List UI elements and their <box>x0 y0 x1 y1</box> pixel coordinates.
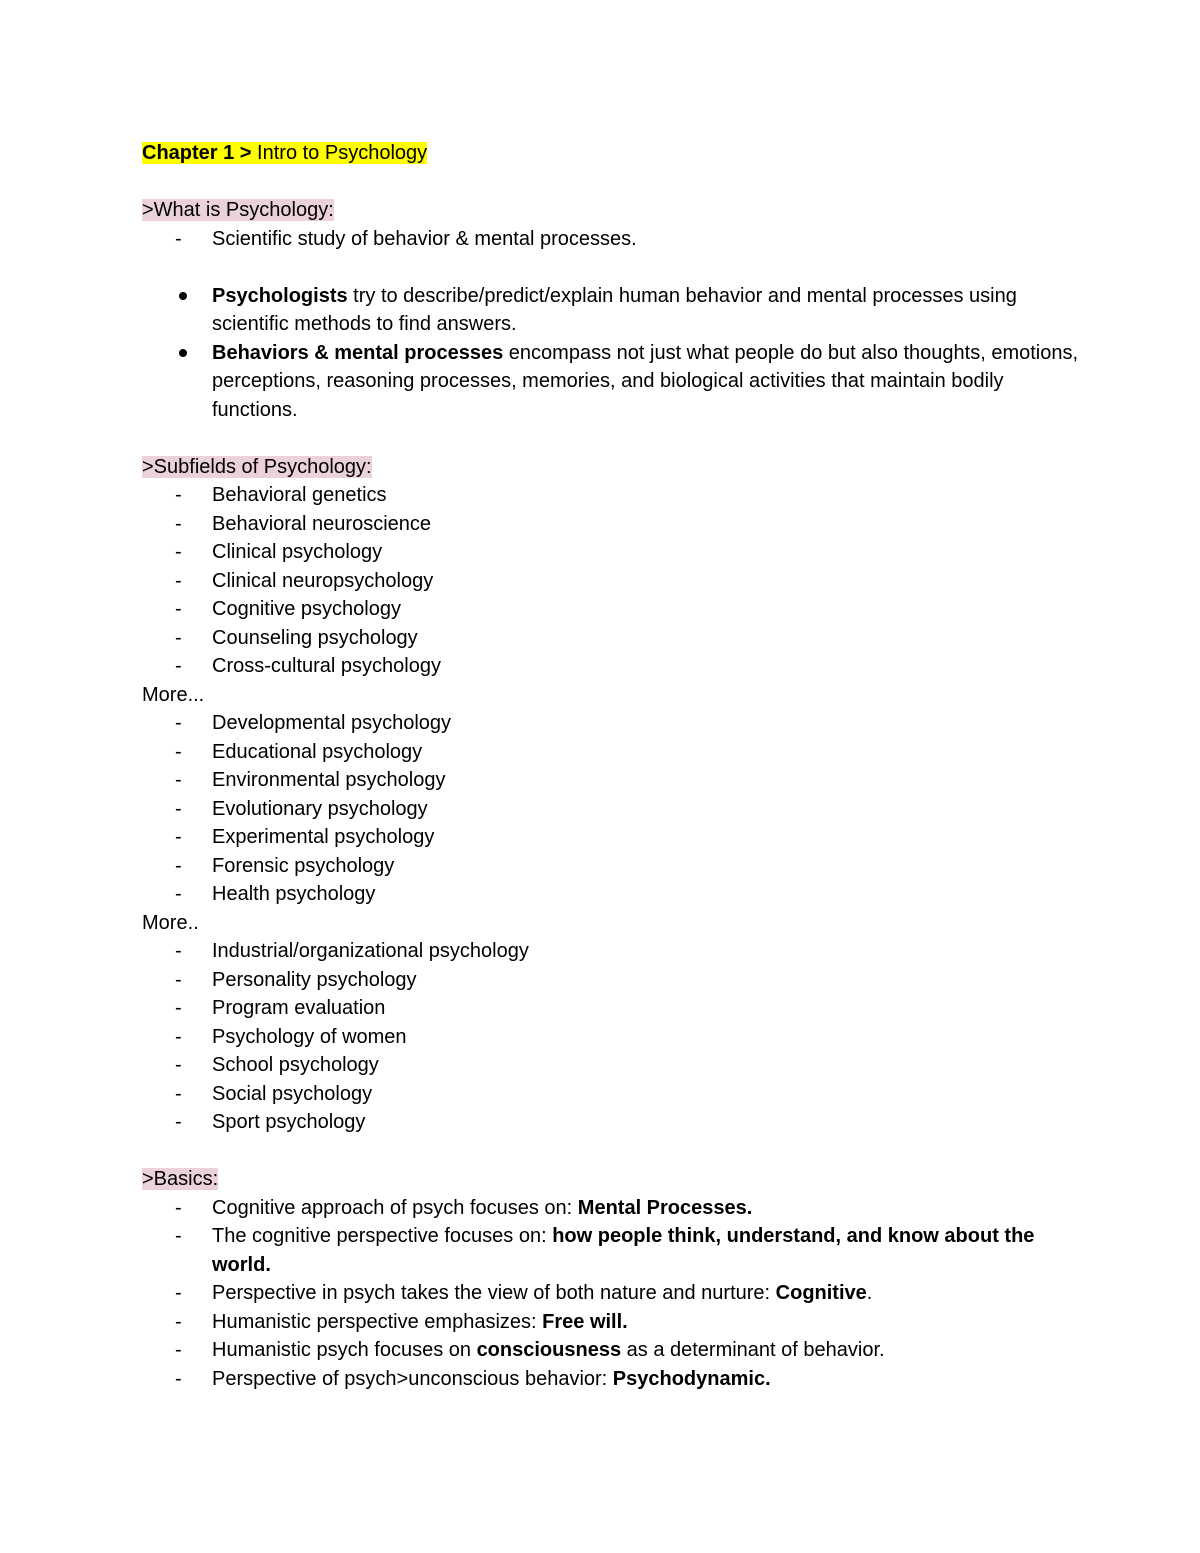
list-item <box>142 852 1062 881</box>
definition-item: - Scientific study of behavior & mental processes. <box>142 225 1062 254</box>
chapter-topic: Intro to Psychology <box>251 142 428 164</box>
list-item <box>142 966 1062 995</box>
chapter-label: Chapter 1 > <box>142 142 252 164</box>
basics-list <box>142 1194 1062 1394</box>
list-item <box>142 538 1062 567</box>
dash-marker: - <box>175 541 182 563</box>
subfields-list-2 <box>142 709 1062 909</box>
basics-item-suffix: . <box>866 1282 873 1304</box>
list-item <box>142 709 1062 738</box>
list-item-label: Cognitive psychology <box>212 598 401 620</box>
bullet-dot-icon <box>179 292 187 300</box>
list-item-label: Personality psychology <box>212 968 417 991</box>
list-item-label: Forensic psychology <box>212 854 395 877</box>
dash-marker: - <box>175 1196 182 1219</box>
dash-marker: - <box>175 968 182 991</box>
list-item-label: Psychology of women <box>212 1025 407 1048</box>
list-item-label: School psychology <box>212 1054 379 1076</box>
list-item <box>142 481 1062 510</box>
list-item-label: Behavioral neuroscience <box>212 512 432 535</box>
basics-item-text: Perspective of psych>unconscious behavior: <box>212 1367 613 1390</box>
basics-heading: >Basics: <box>142 1168 219 1190</box>
dash-marker: - <box>175 626 182 649</box>
basics-item-suffix: as a determinant of behavior. <box>621 1339 885 1361</box>
subfields-list-1 <box>142 481 1062 681</box>
dash-marker: - <box>175 740 182 763</box>
dash-marker: - <box>175 883 182 905</box>
list-item <box>142 652 1062 681</box>
list-item-label: Experimental psychology <box>212 826 435 848</box>
list-item <box>142 510 1062 539</box>
dash-marker: - <box>175 1054 182 1076</box>
basics-item-text: Perspective in psych takes the view of both nature and nurture: <box>212 1282 776 1304</box>
dash-marker: - <box>175 854 182 877</box>
dash-marker: - <box>175 797 182 820</box>
list-item <box>142 1023 1062 1052</box>
list-item-label: Clinical psychology <box>212 541 383 563</box>
dash-marker: - <box>175 1082 182 1105</box>
list-item <box>142 823 1062 852</box>
list-item-label: Sport psychology <box>212 1111 366 1133</box>
basics-item-answer: Psychodynamic. <box>612 1367 771 1390</box>
list-item <box>142 766 1062 795</box>
dash-marker: - <box>175 1025 182 1048</box>
dash-marker: - <box>175 940 182 962</box>
dash-marker: - <box>175 598 182 620</box>
list-item-label: Program evaluation <box>212 997 386 1019</box>
dash-marker: - <box>175 655 182 677</box>
bullet-item-psychologists: Psychologists try to describe/predict/explain human behavior and mental processes using scientific methods to find answers. <box>142 282 1092 339</box>
dash-marker: - <box>175 712 182 734</box>
dash-marker: - <box>175 1282 182 1304</box>
dash-marker: - <box>175 1339 182 1361</box>
bullet-item-behaviors: Behaviors & mental processes encompass not just what people do but also thoughts, emotions, perceptions, reasoning processes, memories, and biological activities that maintain bodily functions. <box>142 339 1092 425</box>
dash-marker: - <box>175 227 182 250</box>
list-item-label: Health psychology <box>212 883 376 905</box>
basics-item-text: Humanistic perspective emphasizes: <box>212 1310 543 1333</box>
list-item-label: Evolutionary psychology <box>212 797 428 820</box>
list-item <box>142 738 1062 767</box>
document-page <box>142 139 1079 1393</box>
list-item <box>142 1108 1062 1137</box>
basics-item <box>142 1194 1092 1223</box>
basics-item-answer: Mental Processes. <box>577 1196 753 1219</box>
list-item <box>142 1080 1062 1109</box>
basics-item-answer: Cognitive <box>775 1282 867 1304</box>
list-item <box>142 937 1062 966</box>
dash-marker: - <box>175 512 182 535</box>
more-label-1: More... <box>142 683 205 706</box>
list-item <box>142 880 1062 909</box>
what-is-heading: >What is Psychology: <box>142 199 334 221</box>
list-item-label: Clinical neuropsychology <box>212 569 434 592</box>
basics-item-answer: Free will. <box>542 1310 628 1333</box>
list-item-label: Educational psychology <box>212 740 423 763</box>
dash-marker: - <box>175 1225 182 1247</box>
bullet-dot-icon <box>179 349 187 357</box>
list-item-label: Cross-cultural psychology <box>212 655 441 677</box>
list-item-label: Environmental psychology <box>212 769 446 791</box>
subfields-heading: >Subfields of Psychology: <box>142 455 372 478</box>
chapter-title <box>142 139 1062 168</box>
list-item <box>142 1051 1062 1080</box>
basics-item-text: The cognitive perspective focuses on: <box>212 1225 553 1247</box>
basics-item-text: Cognitive approach of psych focuses on: <box>212 1196 578 1219</box>
list-item-label: Social psychology <box>212 1082 373 1105</box>
more-label-2: More.. <box>142 911 199 934</box>
dash-marker: - <box>175 1310 182 1333</box>
dash-marker: - <box>175 1111 182 1133</box>
dash-marker: - <box>175 1367 182 1390</box>
basics-item <box>142 1279 1092 1308</box>
dash-marker: - <box>175 484 182 506</box>
basics-item <box>142 1336 1092 1365</box>
list-item <box>142 994 1062 1023</box>
subfields-list-3 <box>142 937 1062 1137</box>
basics-item <box>142 1365 1092 1394</box>
basics-item-text: Humanistic psych focuses on <box>212 1339 477 1361</box>
dash-marker: - <box>175 826 182 848</box>
dash-marker: - <box>175 997 182 1019</box>
basics-item <box>142 1308 1092 1337</box>
list-item-label: Industrial/organizational psychology <box>212 940 529 962</box>
basics-item-answer: consciousness <box>476 1339 622 1361</box>
basics-item <box>142 1222 1092 1279</box>
list-item <box>142 567 1062 596</box>
basics-item-answer: how people think, understand, and know about the world. <box>212 1225 1035 1276</box>
list-item-label: Counseling psychology <box>212 626 418 649</box>
list-item-label: Behavioral genetics <box>212 484 387 506</box>
dash-marker: - <box>175 569 182 592</box>
list-item <box>142 795 1062 824</box>
list-item <box>142 595 1062 624</box>
dash-marker: - <box>175 769 182 791</box>
list-item <box>142 624 1062 653</box>
list-item-label: Developmental psychology <box>212 712 452 734</box>
